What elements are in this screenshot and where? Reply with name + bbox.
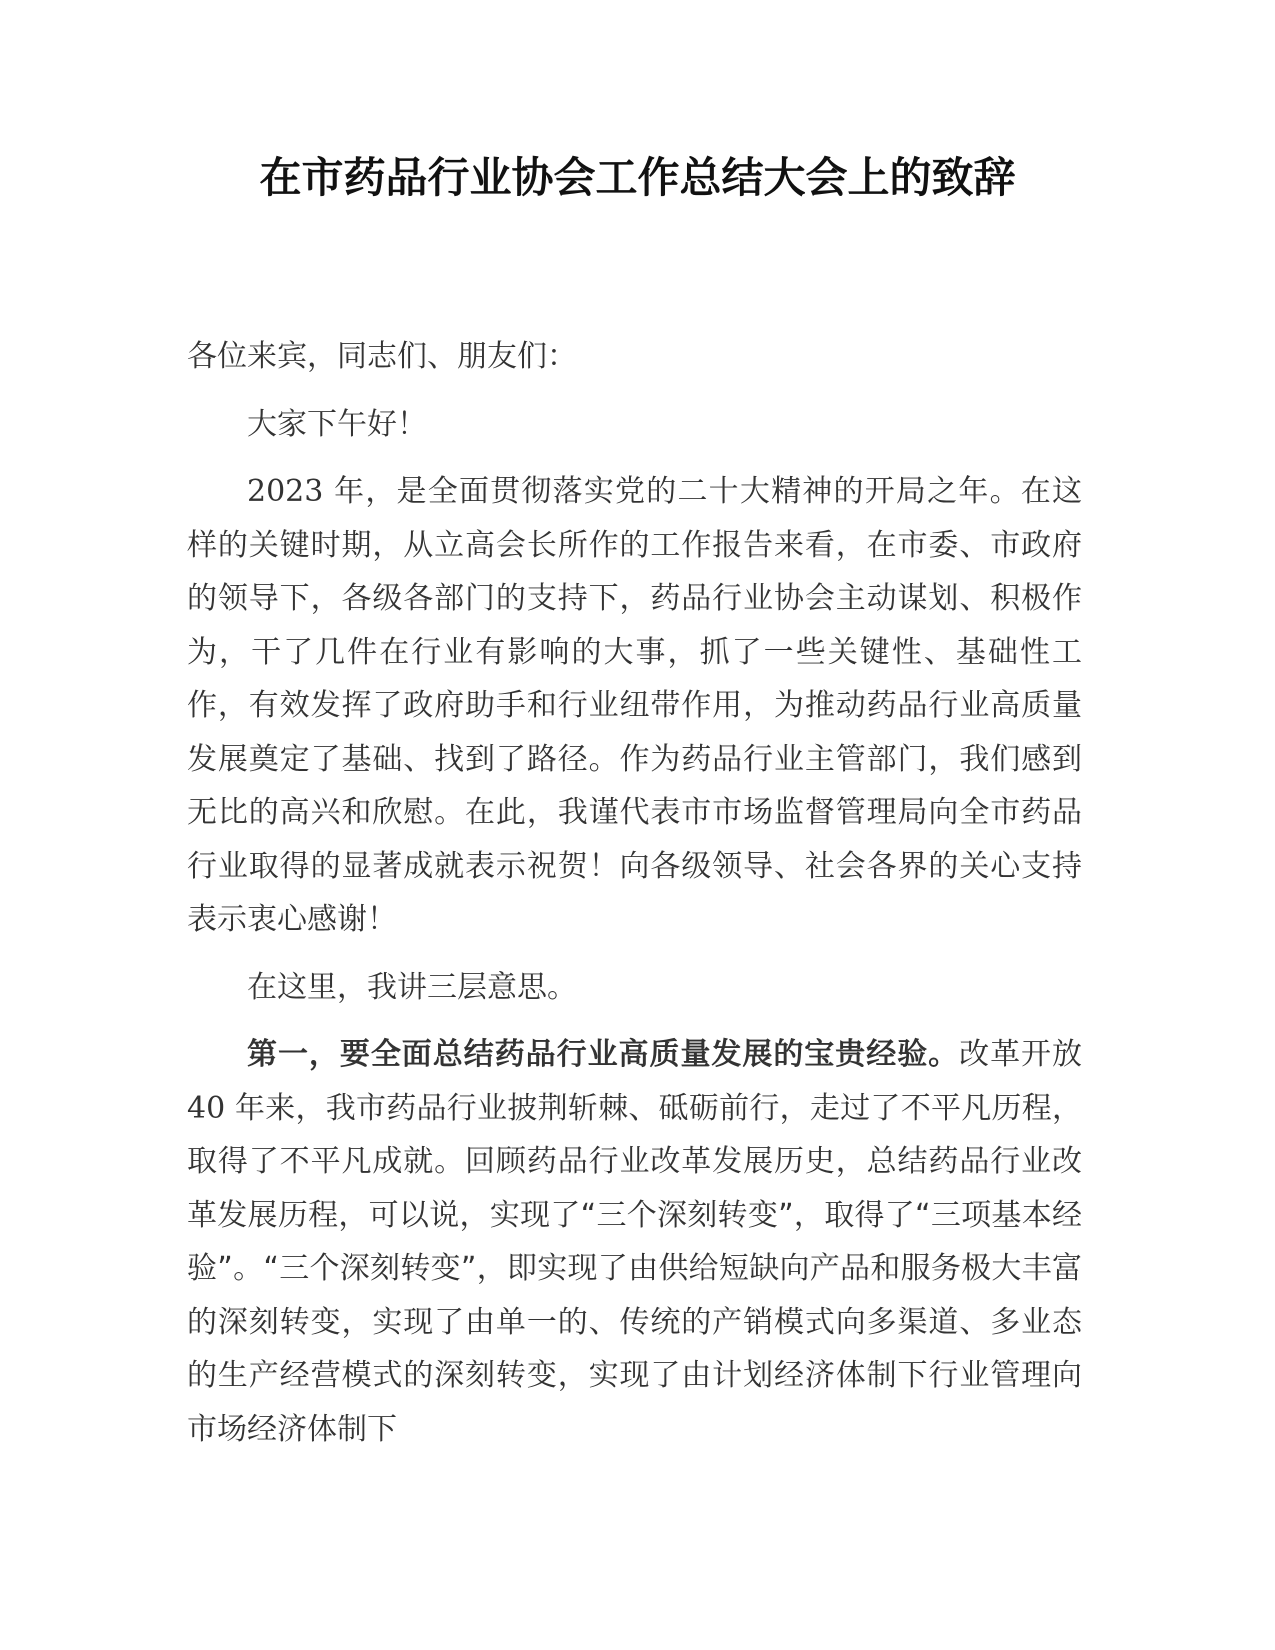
salutation: 各位来宾，同志们、朋友们：: [187, 339, 577, 374]
paragraph-1: [187, 465, 1082, 947]
document-title: 在市药品行业协会工作总结大会上的致辞: [259, 153, 1016, 202]
years-number: 40: [187, 1090, 226, 1126]
paragraph-3-text-a: 改革开放: [959, 1037, 1083, 1072]
document-body: [187, 330, 1082, 1470]
paragraph-3-lead: 第一，要全面总结药品行业高质量发展的宝贵经验。: [247, 1037, 960, 1072]
paragraph-1-text: 年，是全面贯彻落实党的二十大精神的开局之年。在这样的关键时期，从立高会长所作的工作报告来看，在市委、市政府的领导下，各级各部门的支持下，药品行业协会主动谋划、积极作为，干了几件在行业有影响的大事，抓了一些关键性、基础性工作，有效发挥了政府助手和行业纽带作用，为推动药品行业高质量发展奠定了基础、找到了路径。作为药品行业主管部门，我们感到无比的高兴和欣慰。在此，我谨代表市市场监督管理局向全市药品行业取得的显著成就表示祝贺！向各级领导、社会各界的关心支持表示衷心感谢！: [187, 474, 1082, 937]
year-number: 2023: [247, 474, 324, 509]
paragraph-3: [187, 1028, 1082, 1456]
paragraph-2: 在这里，我讲三层意思。: [247, 969, 577, 1005]
greeting: 大家下午好！: [247, 406, 427, 442]
paragraph-3-text-b: 年来，我市药品行业披荆斩棘、砥砺前行，走过了不平凡历程，取得了不平凡成就。回顾药品行业改革发展历史，总结药品行业改革发展历程，可以说，实现了“三个深刻转变”，取得了“三项基本经验”。“三个深刻转变”，即实现了由供给短缺向产品和服务极大丰富的深刻转变，实现了由单一的、传统的产销模式向多渠道、多业态的生产经营模式的深刻转变，实现了由计划经济体制下行业管理向市场经济体制下: [187, 1090, 1082, 1447]
